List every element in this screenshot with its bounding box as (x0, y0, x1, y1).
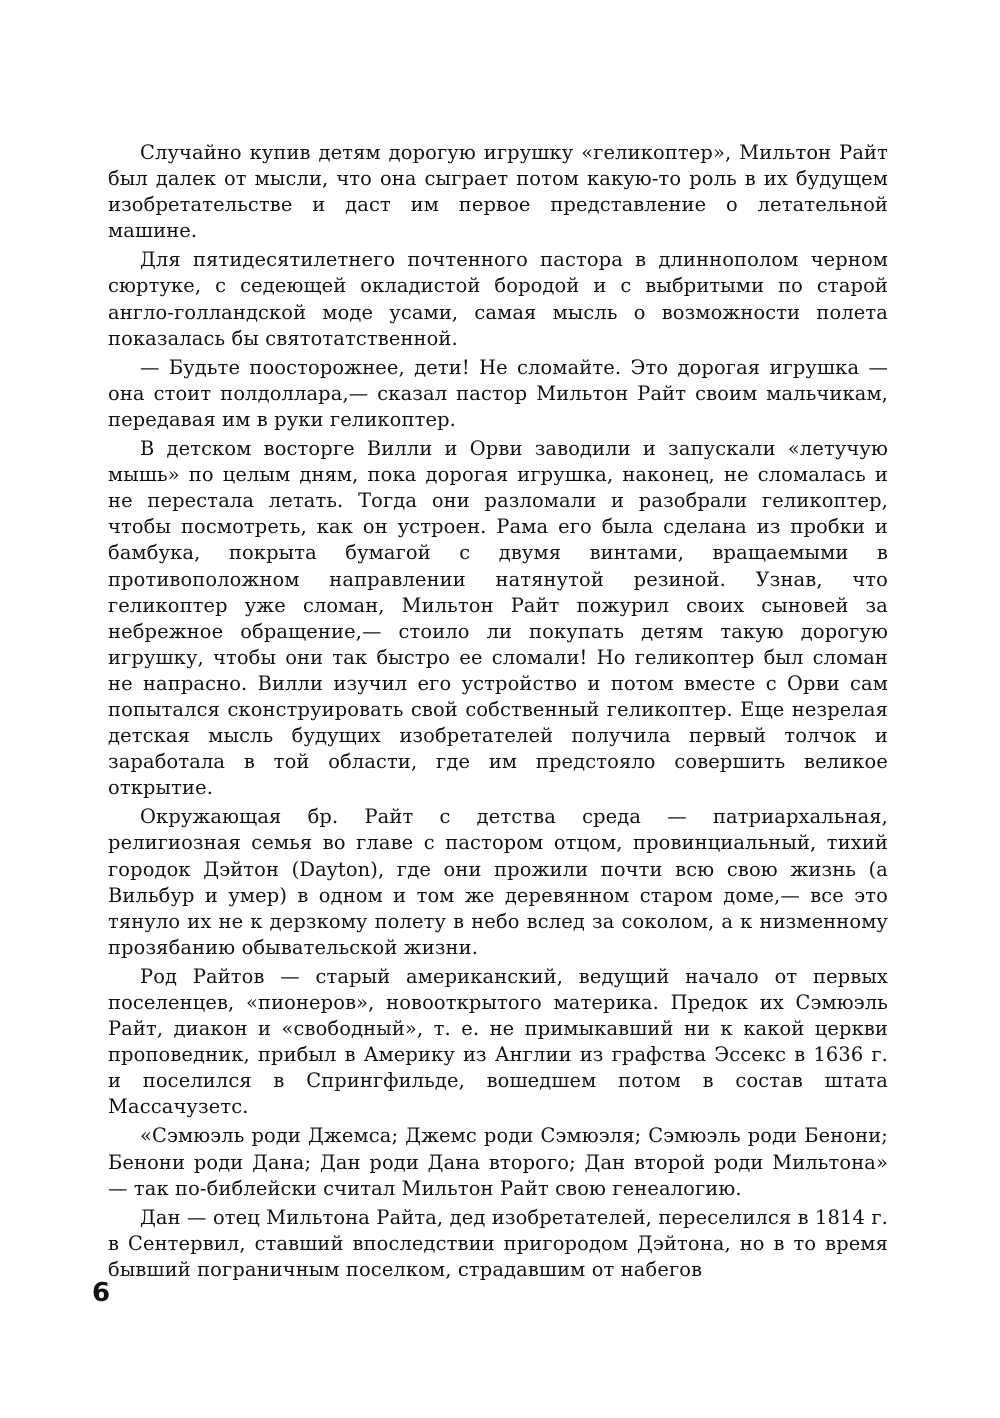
paragraph-6: Род Райтов — старый американский, ведущий начало от первых поселенцев, «пионеров», новооткрытого материка. Предок их Сэмюэль Райт, диакон и «свободный», т. е. не примыкавший ни к какой церкви проповедник, прибыл в Америку из Англии из графства Эссекс в 1636 г. и поселился в Спрингфильде, вошедшем потом в состав штата Массачузетс. (108, 964, 888, 1119)
paragraph-5: Окружающая бр. Райт с детства среда — патриархальная, религиозная семья во главе с пастором отцом, провинциальный, тихий городок Дэйтон (Dayton), где они прожили почти всю свою жизнь (а Вильбур и умер) в одном и том же деревянном старом доме,— все это тянуло их не к дерзкому полету в небо вслед за соколом, а к низменному прозябанию обывательской жизни. (108, 805, 888, 959)
paragraph-1: Случайно купив детям дорогую игрушку «геликоптер», Мильтон Райт был далек от мысли, что она сыграет потом какую-то роль в их будущем изобретательстве и даст им первое представление о летательной машине. (108, 141, 888, 243)
paragraph-3: — Будьте поосторожнее, дети! Не сломайте. Это дорогая игрушка — она стоит полдоллара,— сказал пастор Мильтон Райт своим мальчикам, передавая им в руки геликоптер. (108, 355, 888, 431)
paragraph-8: Дан — отец Мильтона Райта, дед изобретателей, переселился в 1814 г. в Сентервил, ставший впоследствии пригородом Дэйтона, но в то время бывший пограничным поселком, страдавшим от набегов (108, 1205, 888, 1281)
paragraph-7: «Сэмюэль роди Джемса; Джемс роди Сэмюэля; Сэмюэль роди Бенони; Бенони роди Дана; Дан роди Дана второго; Дан второй роди Мильтона» — так по-библейски считал Мильтон Райт свою генеалогию. (108, 1124, 888, 1200)
paragraph-4: В детском восторге Вилли и Орви заводили и запускали «летучую мышь» по целым дням, пока дорогая игрушка, наконец, не сломалась и не перестала летать. Тогда они разломали и разобрали геликоптер, чтобы посмотреть, как он устроен. Рама его была сделана из пробки и бамбука, покрыта бумагой с двумя винтами, вращаемыми в противоположном направлении натянутой резиной. Узнав, что геликоптер уже сломан, Мильтон Райт пожурил своих сыновей за небрежное обращение,— стоило ли покупать детям такую дорогую игрушку, чтобы они так быстро ее сломали! Но геликоптер был сломан не напрасно. Вилли изучил его устройство и потом вместе с Орви сам попытался сконструировать свой собственный геликоптер. Еще незрелая детская мысль будущих изобретателей получила первый толчок и заработала в той области, где им предстояло совершить великое открытие. (108, 437, 888, 800)
body-text (108, 140, 888, 1286)
page-number: 6 (92, 1278, 111, 1308)
paragraph-2: Для пятидесятилетнего почтенного пастора в длиннополом черном сюртуке, с седеющей окладистой бородой и с выбритыми по старой англо-голландской моде усами, самая мысль о возможности полета показалась бы святотатственной. (108, 248, 888, 350)
